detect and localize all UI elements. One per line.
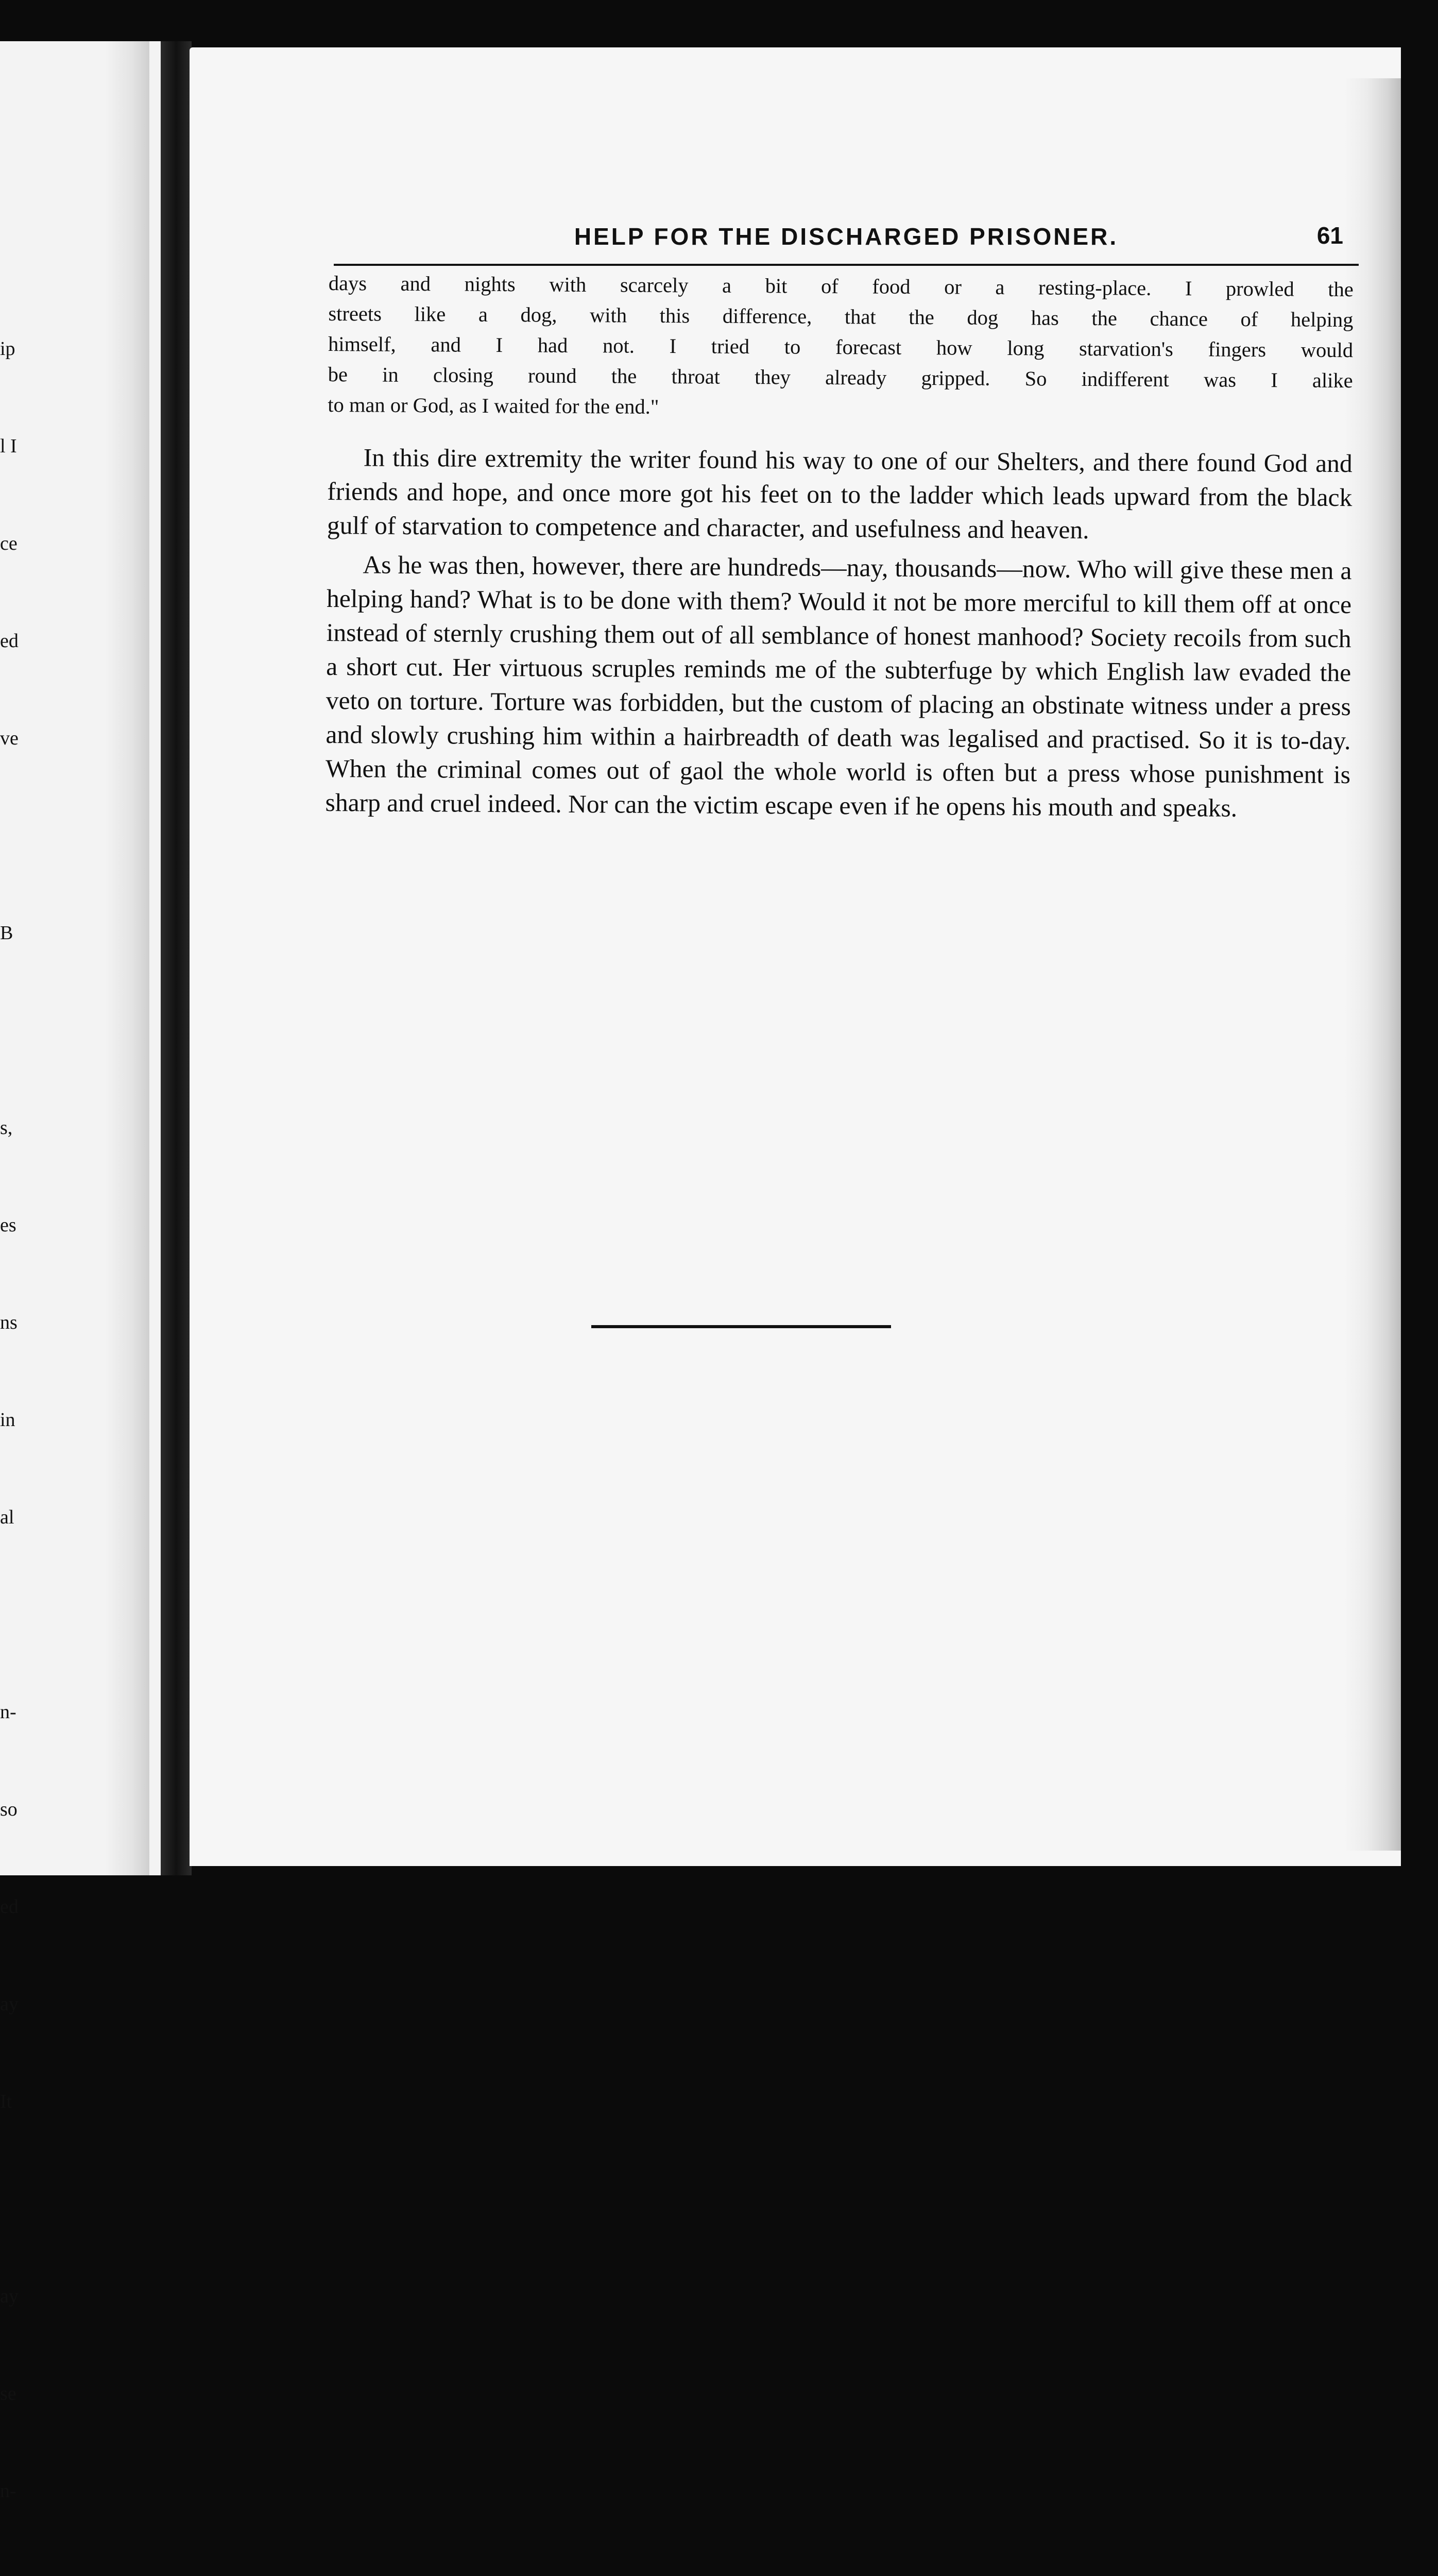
fragment: es <box>0 1214 16 1236</box>
running-head-title: HELP FOR THE DISCHARGED PRISONER. <box>574 223 1119 250</box>
running-head <box>334 212 1359 266</box>
quoted-passage <box>328 268 1354 426</box>
quote-line: streets like a dog, with this difference, that the dog has the chance of helping <box>328 301 1354 332</box>
fragment <box>0 2183 21 2215</box>
fragment: ve <box>0 727 19 749</box>
quote-line: to man or God, as I waited for the end." <box>328 393 659 418</box>
left-facing-page <box>0 41 165 2502</box>
fragment <box>0 1014 21 1047</box>
fragment: ip <box>0 338 15 360</box>
fragment: l I <box>0 435 17 457</box>
fragment: in <box>0 1409 15 1431</box>
page-number: 61 <box>1316 222 1343 249</box>
fragment: n- <box>0 1701 16 1723</box>
fragment: ce <box>0 533 18 554</box>
quote-line: be in closing round the throat they already gripped. So indifferent was I alike <box>328 362 1353 393</box>
fragment <box>0 1599 21 1631</box>
fragment: It <box>0 2091 12 2112</box>
fragment <box>0 2572 21 2576</box>
fragment: B <box>0 922 13 944</box>
quote-line: himself, and I had not. I tried to forecast how long starvation's fingers would <box>328 332 1354 362</box>
quote-line: days and nights with scarcely a bit of food or a resting-place. I prowled the <box>328 271 1354 301</box>
fragment: s, <box>0 1117 13 1139</box>
body-paragraph: In this dire extremity the writer found his way to one of our Shelters, and there found God and friends and hope, and once more got his feet on to the ladder which leads upward from the black gulf of starvation to competence and character, and usefulness and heaven. <box>327 443 1353 545</box>
fragment: se <box>0 2383 16 2404</box>
fragment: ns <box>0 1312 18 1333</box>
fragment <box>0 820 21 852</box>
fragment: n- <box>0 2480 16 2502</box>
fragment: ed <box>0 1896 19 1918</box>
body-paragraph: As he was then, however, there are hundreds—nay, thousands—now. Who will give these men a helping hand? What is to be done with them? Would it not be more merciful to kill them off at once instead of sternly crushing them out of all semblance of honest manhood? Society recoils from such a short cut. Her virtuous scruples reminds me of the subterfuge by which English law evaded the veto on torture. Torture was forbidden, but the custom of placing an obstinate witness under a press and slowly crushing him within a hairbreadth of death was legalised and practised. So it is to-day. When the criminal comes out of gaol the whole world is often but a press whose punishment is sharp and cruel indeed. Nor can the victim escape even if he opens his mouth and speaks. <box>325 550 1352 822</box>
page-body <box>325 268 1354 826</box>
fragment: so <box>0 1799 18 1820</box>
section-end-rule <box>591 1325 891 1328</box>
fragment: al <box>0 1506 14 1528</box>
fragment: ay <box>0 2285 19 2307</box>
fragment: ed <box>0 630 19 652</box>
left-page-text-fragments <box>0 268 21 2576</box>
left-page-curl <box>105 41 149 1875</box>
book-gutter <box>161 41 192 1875</box>
fragment: ay <box>0 1993 19 2015</box>
right-page <box>190 47 1401 1866</box>
